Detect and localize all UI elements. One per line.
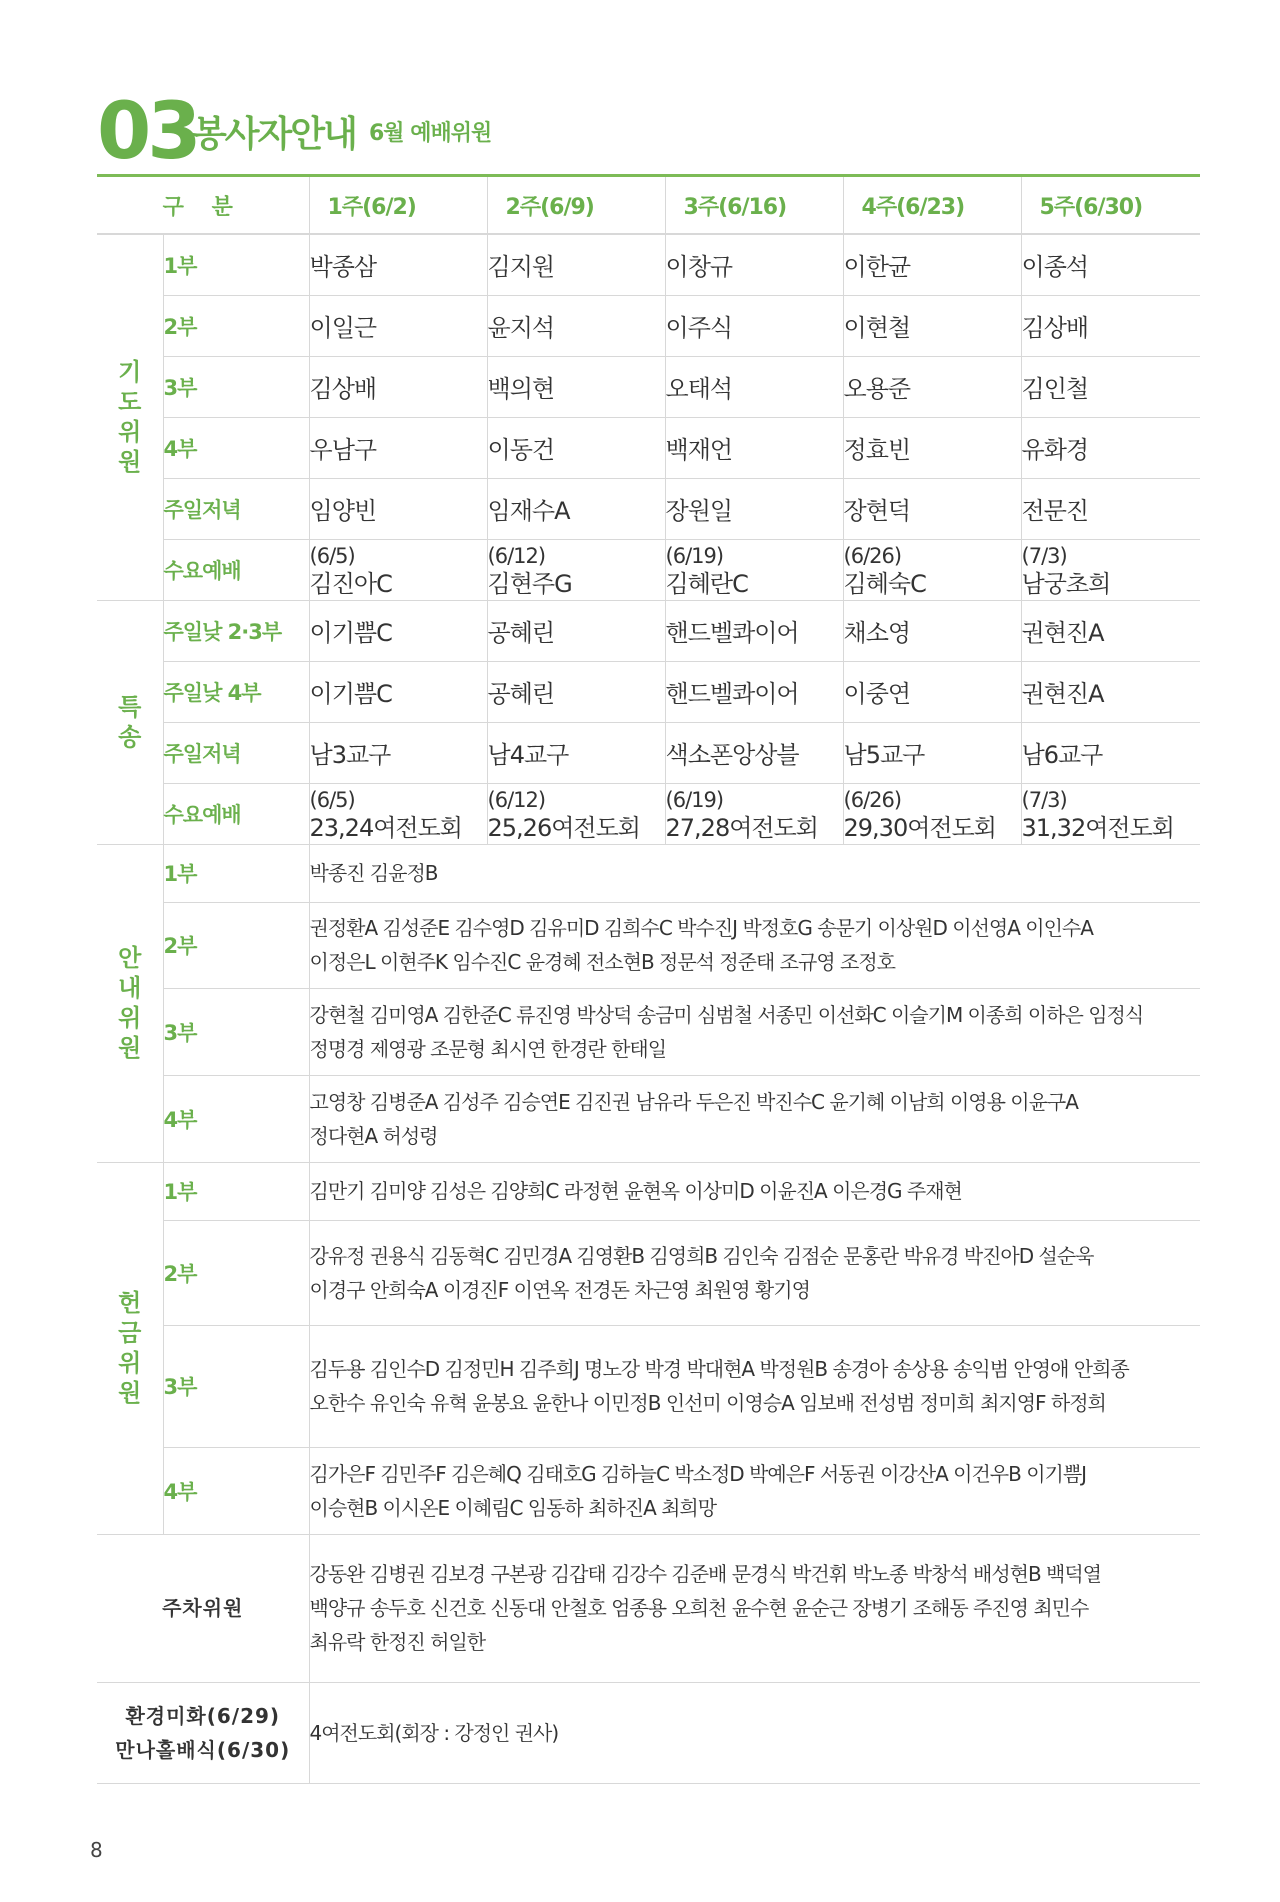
section-number: 03 bbox=[97, 87, 198, 177]
cell: 임재수A bbox=[487, 478, 665, 539]
cell: 이주식 bbox=[665, 295, 843, 356]
names-line: 박종진 김윤정B bbox=[309, 861, 438, 885]
cell bbox=[487, 539, 665, 600]
cell-name: 남궁초희 bbox=[1021, 569, 1111, 598]
cell: 임양빈 bbox=[309, 478, 487, 539]
row-label: 4부 bbox=[163, 417, 309, 478]
names-line: 김두용 김인수D 김정민H 김주희J 명노강 박경 박대현A 박정원B 송경아 송상용 송익범 안영애 안희종 bbox=[309, 1357, 1129, 1381]
cell bbox=[309, 783, 487, 844]
table-row bbox=[97, 539, 1200, 600]
cell: 이현철 bbox=[843, 295, 1021, 356]
names-line: 강현철 김미영A 김한준C 류진영 박상덕 송금미 심범철 서종민 이선화C 이슬기M 이종희 이하은 임정식 bbox=[309, 1002, 1144, 1027]
cell: 이동건 bbox=[487, 417, 665, 478]
row-label: 1부 bbox=[163, 1162, 309, 1220]
row-label: 3부 bbox=[163, 356, 309, 417]
cell-date: (6/5) bbox=[309, 787, 355, 812]
env-label-2: 만나홀배식(6/30) bbox=[115, 1737, 291, 1762]
table-row bbox=[97, 1534, 1200, 1682]
table-row bbox=[97, 988, 1200, 1075]
row-label: 주일저녁 bbox=[163, 478, 309, 539]
volunteer-table bbox=[97, 174, 1200, 1784]
cell: 이한균 bbox=[843, 234, 1021, 295]
names-line: 김만기 김미양 김성은 김양희C 라정현 윤현옥 이상미D 이윤진A 이은경G 주재현 bbox=[309, 1179, 962, 1203]
names-cell bbox=[309, 902, 1200, 988]
page-number: 8 bbox=[90, 1838, 103, 1862]
header-week-3: 3주(6/16) bbox=[665, 176, 843, 235]
row-label: 4부 bbox=[163, 1447, 309, 1534]
table-row bbox=[97, 844, 1200, 902]
cell: 김인철 bbox=[1021, 356, 1200, 417]
cell bbox=[309, 539, 487, 600]
cell: 우남구 bbox=[309, 417, 487, 478]
names-line: 고영창 김병준A 김성주 김승연E 김진권 남유라 두은진 박진수C 윤기혜 이남희 이영용 이윤구A bbox=[309, 1089, 1078, 1114]
names-line: 이정은L 이현주K 임수진C 윤경혜 전소현B 정문석 정준태 조규영 조정호 bbox=[309, 950, 895, 974]
names-line: 강동완 김병권 김보경 구본광 김갑태 김강수 김준배 문경식 박건휘 박노종 박창석 배성현B 백덕열 bbox=[309, 1562, 1102, 1586]
table-row bbox=[97, 661, 1200, 722]
row-label: 주일낮 4부 bbox=[163, 661, 309, 722]
names-line: 정명경 제영광 조문형 최시연 한경란 한태일 bbox=[309, 1036, 667, 1061]
table-row bbox=[97, 1075, 1200, 1162]
cell: 백의현 bbox=[487, 356, 665, 417]
cell: 김지원 bbox=[487, 234, 665, 295]
table-row bbox=[97, 1447, 1200, 1534]
cell-name: 23,24여전도회 bbox=[309, 813, 462, 842]
cell: 김상배 bbox=[309, 356, 487, 417]
table-row bbox=[97, 356, 1200, 417]
header-week-1: 1주(6/2) bbox=[309, 176, 487, 235]
cell: 공혜린 bbox=[487, 600, 665, 661]
group-label-parking: 주차위원 bbox=[97, 1534, 309, 1682]
cell: 이중연 bbox=[843, 661, 1021, 722]
cell-name: 김혜란C bbox=[665, 569, 748, 598]
cell bbox=[1021, 783, 1200, 844]
names-line: 이승현B 이시온E 이혜림C 임동하 최하진A 최희망 bbox=[309, 1495, 717, 1520]
cell: 채소영 bbox=[843, 600, 1021, 661]
row-label: 3부 bbox=[163, 1325, 309, 1447]
names-cell bbox=[309, 1220, 1200, 1325]
cell-date: (6/12) bbox=[487, 787, 546, 812]
table-row bbox=[97, 1162, 1200, 1220]
group-label-offering bbox=[97, 1162, 163, 1534]
names-cell bbox=[309, 1534, 1200, 1682]
cell: 백재언 bbox=[665, 417, 843, 478]
names-line: 권정환A 김성준E 김수영D 김유미D 김희수C 박수진J 박정호G 송문기 이상원D 이선영A 이인수A bbox=[309, 916, 1093, 940]
cell: 오태석 bbox=[665, 356, 843, 417]
cell-name: 김현주G bbox=[487, 569, 572, 598]
row-label: 2부 bbox=[163, 902, 309, 988]
table-row bbox=[97, 722, 1200, 783]
row-label: 3부 bbox=[163, 988, 309, 1075]
names-line: 오한수 유인숙 유혁 윤봉요 윤한나 이민정B 인선미 이영승A 임보배 전성범 정미희 최지영F 하정희 bbox=[309, 1391, 1106, 1415]
cell: 권현진A bbox=[1021, 600, 1200, 661]
row-label: 2부 bbox=[163, 1220, 309, 1325]
names-cell bbox=[309, 1075, 1200, 1162]
cell-name: 27,28여전도회 bbox=[665, 813, 818, 842]
group-label-text: 기 도 위 원 bbox=[118, 358, 142, 477]
names-cell bbox=[309, 844, 1200, 902]
cell: 유화경 bbox=[1021, 417, 1200, 478]
header-week-5: 5주(6/30) bbox=[1021, 176, 1200, 235]
cell: 남6교구 bbox=[1021, 722, 1200, 783]
group-label-prayer bbox=[97, 234, 163, 600]
cell: 장현덕 bbox=[843, 478, 1021, 539]
cell bbox=[665, 783, 843, 844]
cell: 핸드벨콰이어 bbox=[665, 661, 843, 722]
row-label: 주일저녁 bbox=[163, 722, 309, 783]
cell bbox=[843, 539, 1021, 600]
cell-date: (7/3) bbox=[1021, 543, 1067, 568]
cell-date: (6/26) bbox=[843, 787, 902, 812]
cell: 오용준 bbox=[843, 356, 1021, 417]
header-category: 구 분 bbox=[97, 176, 309, 235]
row-label: 수요예배 bbox=[163, 783, 309, 844]
env-cell: 4여전도회(회장 : 강정인 권사) bbox=[309, 1682, 1200, 1783]
cell: 공혜린 bbox=[487, 661, 665, 722]
section-subtitle: 6월 예배위원 bbox=[369, 121, 492, 146]
names-line: 김가은F 김민주F 김은혜Q 김태호G 김하늘C 박소정D 박예은F 서동권 이강산A 이건우B 이기쁨J bbox=[309, 1461, 1087, 1486]
section-title: 봉사자안내 bbox=[192, 114, 356, 155]
cell-date: (6/5) bbox=[309, 543, 355, 568]
table-row bbox=[97, 417, 1200, 478]
table-row bbox=[97, 902, 1200, 988]
cell: 남4교구 bbox=[487, 722, 665, 783]
group-label-special bbox=[97, 600, 163, 844]
header-week-4: 4주(6/23) bbox=[843, 176, 1021, 235]
cell: 남3교구 bbox=[309, 722, 487, 783]
table-row bbox=[97, 234, 1200, 295]
group-label-text: 안 내 위 원 bbox=[118, 944, 142, 1062]
cell: 윤지석 bbox=[487, 295, 665, 356]
cell-date: (7/3) bbox=[1021, 787, 1067, 812]
row-label: 2부 bbox=[163, 295, 309, 356]
cell-date: (6/12) bbox=[487, 543, 546, 568]
names-cell bbox=[309, 1162, 1200, 1220]
names-line: 백양규 송두호 신건호 신동대 안철호 엄종용 오희천 윤수현 윤순근 장병기 조해동 주진영 최민수 bbox=[309, 1596, 1089, 1620]
names-cell bbox=[309, 988, 1200, 1075]
cell-name: 김혜숙C bbox=[843, 569, 926, 598]
cell-date: (6/19) bbox=[665, 543, 724, 568]
names-cell bbox=[309, 1447, 1200, 1534]
row-label: 4부 bbox=[163, 1075, 309, 1162]
cell-date: (6/19) bbox=[665, 787, 724, 812]
names-line: 최유락 한정진 허일한 bbox=[309, 1630, 486, 1654]
cell-name: 김진아C bbox=[309, 569, 392, 598]
row-label: 수요예배 bbox=[163, 539, 309, 600]
group-label-env bbox=[97, 1682, 309, 1783]
cell bbox=[843, 783, 1021, 844]
table-row bbox=[97, 1682, 1200, 1783]
cell: 박종삼 bbox=[309, 234, 487, 295]
cell: 이종석 bbox=[1021, 234, 1200, 295]
group-label-guide bbox=[97, 844, 163, 1162]
table-row bbox=[97, 600, 1200, 661]
cell: 권현진A bbox=[1021, 661, 1200, 722]
names-line: 정다현A 허성령 bbox=[309, 1123, 438, 1148]
header-week-2: 2주(6/9) bbox=[487, 176, 665, 235]
group-label-text: 특 송 bbox=[118, 693, 142, 751]
row-label: 주일낮 2·3부 bbox=[163, 600, 309, 661]
row-label: 1부 bbox=[163, 844, 309, 902]
cell bbox=[1021, 539, 1200, 600]
cell-name: 31,32여전도회 bbox=[1021, 813, 1174, 842]
cell bbox=[487, 783, 665, 844]
table-header bbox=[97, 176, 1200, 235]
cell-name: 29,30여전도회 bbox=[843, 813, 996, 842]
names-cell bbox=[309, 1325, 1200, 1447]
table-row bbox=[97, 478, 1200, 539]
cell bbox=[665, 539, 843, 600]
cell-date: (6/26) bbox=[843, 543, 902, 568]
cell: 장원일 bbox=[665, 478, 843, 539]
table-row bbox=[97, 295, 1200, 356]
cell: 핸드벨콰이어 bbox=[665, 600, 843, 661]
names-line: 이경구 안희숙A 이경진F 이연옥 전경돈 차근영 최원영 황기영 bbox=[309, 1277, 810, 1302]
cell: 이일근 bbox=[309, 295, 487, 356]
cell: 전문진 bbox=[1021, 478, 1200, 539]
row-label: 1부 bbox=[163, 234, 309, 295]
group-label-text: 헌 금 위 원 bbox=[118, 1289, 142, 1407]
cell-name: 25,26여전도회 bbox=[487, 813, 640, 842]
cell: 이기쁨C bbox=[309, 600, 487, 661]
cell: 김상배 bbox=[1021, 295, 1200, 356]
env-label-1: 환경미화(6/29) bbox=[125, 1703, 281, 1728]
cell: 남5교구 bbox=[843, 722, 1021, 783]
cell: 이기쁨C bbox=[309, 661, 487, 722]
cell: 색소폰앙상블 bbox=[665, 722, 843, 783]
table-row bbox=[97, 1325, 1200, 1447]
cell: 정효빈 bbox=[843, 417, 1021, 478]
names-line: 강유정 권용식 김동혁C 김민경A 김영환B 김영희B 김인숙 김점순 문홍란 박유경 박진아D 설순욱 bbox=[309, 1243, 1094, 1268]
table-row bbox=[97, 783, 1200, 844]
cell: 이창규 bbox=[665, 234, 843, 295]
table-row bbox=[97, 1220, 1200, 1325]
